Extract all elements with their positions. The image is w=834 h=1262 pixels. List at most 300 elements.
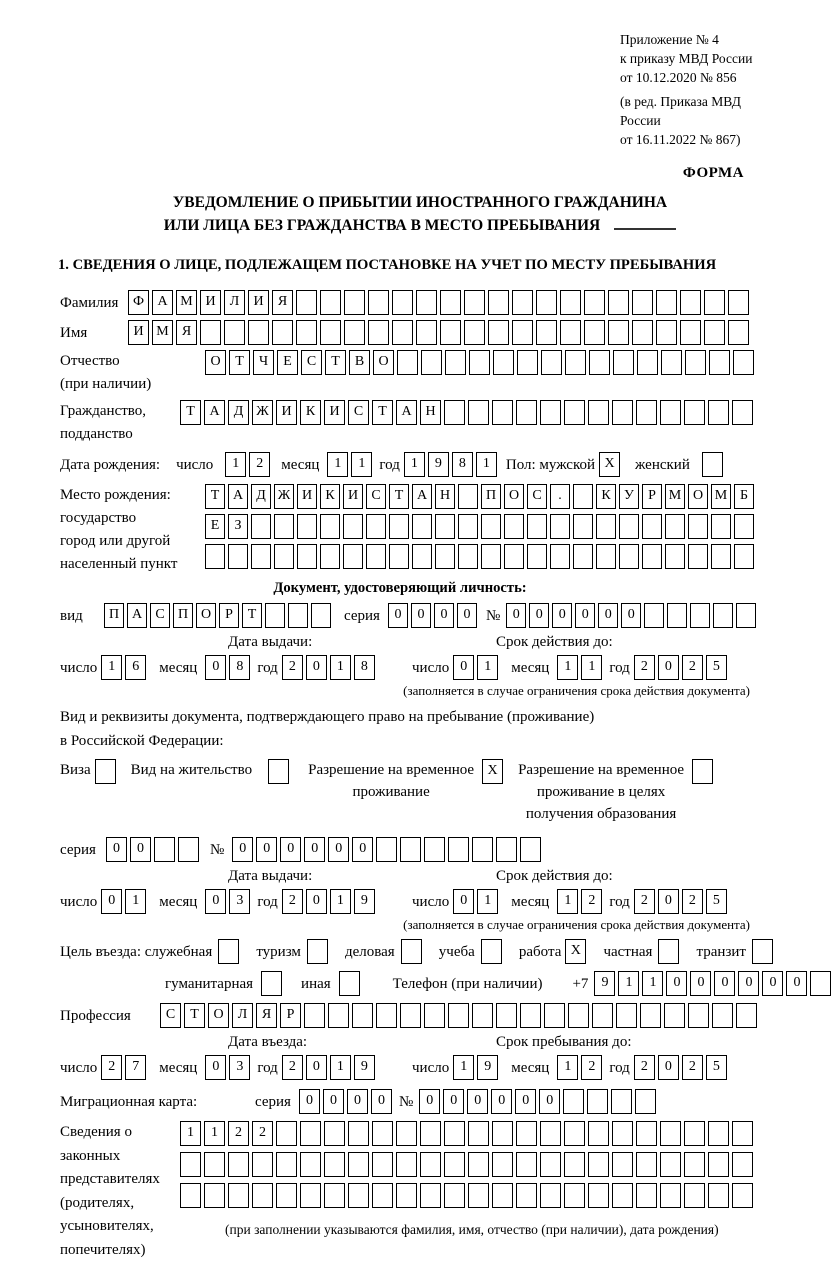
- char-cell[interactable]: [573, 484, 593, 509]
- char-cell[interactable]: 0: [658, 1055, 679, 1080]
- char-cell[interactable]: [392, 290, 413, 315]
- char-cell[interactable]: [445, 350, 466, 375]
- char-cell[interactable]: И: [297, 484, 317, 509]
- char-cell[interactable]: [632, 320, 653, 345]
- char-cell[interactable]: [713, 603, 733, 628]
- char-cell[interactable]: [496, 837, 517, 862]
- char-cell[interactable]: Б: [734, 484, 754, 509]
- char-cell[interactable]: 0: [205, 889, 226, 914]
- char-cell[interactable]: 0: [658, 655, 679, 680]
- char-cell[interactable]: 2: [282, 655, 303, 680]
- char-cell[interactable]: [656, 320, 677, 345]
- char-cell[interactable]: С: [150, 603, 170, 628]
- char-cell[interactable]: [592, 1003, 613, 1028]
- char-cell[interactable]: [468, 1121, 489, 1146]
- char-cell[interactable]: [343, 514, 363, 539]
- char-cell[interactable]: 2: [682, 655, 703, 680]
- char-cell[interactable]: [632, 290, 653, 315]
- char-cell[interactable]: [734, 514, 754, 539]
- char-cell[interactable]: [711, 544, 731, 569]
- char-cell[interactable]: [274, 514, 294, 539]
- char-cell[interactable]: [619, 514, 639, 539]
- char-cell[interactable]: 0: [506, 603, 526, 628]
- char-cell[interactable]: [416, 320, 437, 345]
- char-cell[interactable]: [458, 484, 478, 509]
- char-cell[interactable]: [527, 514, 547, 539]
- char-cell[interactable]: [708, 1152, 729, 1177]
- char-cell[interactable]: 2: [252, 1121, 273, 1146]
- char-cell[interactable]: [440, 290, 461, 315]
- char-cell[interactable]: [611, 1089, 632, 1114]
- char-cell[interactable]: [481, 544, 501, 569]
- char-cell[interactable]: А: [412, 484, 432, 509]
- char-cell[interactable]: [218, 939, 239, 964]
- char-cell[interactable]: 8: [354, 655, 375, 680]
- char-cell[interactable]: 0: [371, 1089, 392, 1114]
- char-cell[interactable]: [376, 1003, 397, 1028]
- char-cell[interactable]: [612, 1121, 633, 1146]
- char-cell[interactable]: [366, 544, 386, 569]
- char-cell[interactable]: 0: [205, 655, 226, 680]
- char-cell[interactable]: 0: [323, 1089, 344, 1114]
- char-cell[interactable]: [536, 320, 557, 345]
- char-cell[interactable]: [584, 320, 605, 345]
- char-cell[interactable]: О: [205, 350, 226, 375]
- char-cell[interactable]: [448, 1003, 469, 1028]
- char-cell[interactable]: [636, 1152, 657, 1177]
- char-cell[interactable]: [589, 350, 610, 375]
- char-cell[interactable]: 9: [594, 971, 615, 996]
- char-cell[interactable]: 1: [330, 655, 351, 680]
- char-cell[interactable]: [512, 320, 533, 345]
- char-cell[interactable]: 9: [477, 1055, 498, 1080]
- char-cell[interactable]: [180, 1183, 201, 1208]
- char-cell[interactable]: [276, 1121, 297, 1146]
- char-cell[interactable]: [636, 1183, 657, 1208]
- char-cell[interactable]: [444, 400, 465, 425]
- char-cell[interactable]: Т: [389, 484, 409, 509]
- char-cell[interactable]: [251, 544, 271, 569]
- char-cell[interactable]: 2: [282, 889, 303, 914]
- char-cell[interactable]: [252, 1152, 273, 1177]
- char-cell[interactable]: [660, 400, 681, 425]
- char-cell[interactable]: [496, 1003, 517, 1028]
- char-cell[interactable]: З: [228, 514, 248, 539]
- char-cell[interactable]: 1: [351, 452, 372, 477]
- char-cell[interactable]: [320, 514, 340, 539]
- char-cell[interactable]: [200, 320, 221, 345]
- char-cell[interactable]: [573, 544, 593, 569]
- char-cell[interactable]: [180, 1152, 201, 1177]
- char-cell[interactable]: [596, 544, 616, 569]
- char-cell[interactable]: [348, 1121, 369, 1146]
- char-cell[interactable]: 1: [557, 655, 578, 680]
- char-cell[interactable]: 2: [634, 889, 655, 914]
- char-cell[interactable]: К: [320, 484, 340, 509]
- char-cell[interactable]: [608, 320, 629, 345]
- char-cell[interactable]: Ж: [252, 400, 273, 425]
- char-cell[interactable]: 1: [101, 655, 122, 680]
- char-cell[interactable]: [307, 939, 328, 964]
- char-cell[interactable]: [272, 320, 293, 345]
- char-cell[interactable]: 0: [419, 1089, 440, 1114]
- char-cell[interactable]: Т: [242, 603, 262, 628]
- char-cell[interactable]: [300, 1121, 321, 1146]
- char-cell[interactable]: 3: [229, 889, 250, 914]
- char-cell[interactable]: 9: [354, 1055, 375, 1080]
- char-cell[interactable]: 9: [354, 889, 375, 914]
- char-cell[interactable]: 1: [404, 452, 425, 477]
- char-cell[interactable]: [520, 1003, 541, 1028]
- char-cell[interactable]: [564, 1121, 585, 1146]
- char-cell[interactable]: [708, 400, 729, 425]
- char-cell[interactable]: [297, 544, 317, 569]
- char-cell[interactable]: 1: [330, 889, 351, 914]
- char-cell[interactable]: [481, 514, 501, 539]
- char-cell[interactable]: [311, 603, 331, 628]
- char-cell[interactable]: 0: [453, 655, 474, 680]
- char-cell[interactable]: [734, 544, 754, 569]
- char-cell[interactable]: [612, 1152, 633, 1177]
- char-cell[interactable]: [397, 350, 418, 375]
- char-cell[interactable]: 0: [666, 971, 687, 996]
- char-cell[interactable]: 0: [539, 1089, 560, 1114]
- char-cell[interactable]: 0: [457, 603, 477, 628]
- char-cell[interactable]: [366, 514, 386, 539]
- char-cell[interactable]: 1: [125, 889, 146, 914]
- char-cell[interactable]: 2: [634, 655, 655, 680]
- char-cell[interactable]: [339, 971, 360, 996]
- char-cell[interactable]: [420, 1183, 441, 1208]
- char-cell[interactable]: [565, 350, 586, 375]
- char-cell[interactable]: 0: [467, 1089, 488, 1114]
- char-cell[interactable]: [550, 544, 570, 569]
- char-cell[interactable]: 1: [618, 971, 639, 996]
- char-cell[interactable]: 1: [453, 1055, 474, 1080]
- char-cell[interactable]: [424, 837, 445, 862]
- char-cell[interactable]: 1: [225, 452, 246, 477]
- char-cell[interactable]: [564, 1183, 585, 1208]
- char-cell[interactable]: 0: [299, 1089, 320, 1114]
- char-cell[interactable]: [560, 290, 581, 315]
- char-cell[interactable]: [320, 544, 340, 569]
- char-cell[interactable]: 0: [434, 603, 454, 628]
- char-cell[interactable]: [584, 290, 605, 315]
- char-cell[interactable]: [665, 514, 685, 539]
- char-cell[interactable]: 8: [452, 452, 473, 477]
- char-cell[interactable]: К: [300, 400, 321, 425]
- char-cell[interactable]: И: [343, 484, 363, 509]
- char-cell[interactable]: [736, 603, 756, 628]
- char-cell[interactable]: С: [301, 350, 322, 375]
- char-cell[interactable]: [568, 1003, 589, 1028]
- char-cell[interactable]: 1: [327, 452, 348, 477]
- char-cell[interactable]: 1: [477, 889, 498, 914]
- char-cell[interactable]: 0: [714, 971, 735, 996]
- char-cell[interactable]: [251, 514, 271, 539]
- char-cell[interactable]: Д: [251, 484, 271, 509]
- char-cell[interactable]: [517, 350, 538, 375]
- char-cell[interactable]: У: [619, 484, 639, 509]
- char-cell[interactable]: [261, 971, 282, 996]
- char-cell[interactable]: 2: [249, 452, 270, 477]
- char-cell[interactable]: [444, 1183, 465, 1208]
- char-cell[interactable]: П: [104, 603, 124, 628]
- char-cell[interactable]: [616, 1003, 637, 1028]
- char-cell[interactable]: 0: [491, 1089, 512, 1114]
- char-cell[interactable]: [228, 1183, 249, 1208]
- char-cell[interactable]: [732, 400, 753, 425]
- char-cell[interactable]: X: [599, 452, 620, 477]
- char-cell[interactable]: [300, 1183, 321, 1208]
- char-cell[interactable]: [540, 1152, 561, 1177]
- char-cell[interactable]: [204, 1183, 225, 1208]
- char-cell[interactable]: [613, 350, 634, 375]
- char-cell[interactable]: Л: [224, 290, 245, 315]
- char-cell[interactable]: [636, 1121, 657, 1146]
- char-cell[interactable]: [810, 971, 831, 996]
- char-cell[interactable]: [637, 350, 658, 375]
- char-cell[interactable]: Ж: [274, 484, 294, 509]
- char-cell[interactable]: 5: [706, 655, 727, 680]
- char-cell[interactable]: [252, 1183, 273, 1208]
- char-cell[interactable]: С: [366, 484, 386, 509]
- char-cell[interactable]: [680, 320, 701, 345]
- char-cell[interactable]: Т: [205, 484, 225, 509]
- char-cell[interactable]: [296, 320, 317, 345]
- char-cell[interactable]: О: [688, 484, 708, 509]
- char-cell[interactable]: 0: [306, 889, 327, 914]
- char-cell[interactable]: Е: [277, 350, 298, 375]
- char-cell[interactable]: [492, 400, 513, 425]
- char-cell[interactable]: [536, 290, 557, 315]
- char-cell[interactable]: М: [665, 484, 685, 509]
- char-cell[interactable]: [692, 759, 713, 784]
- char-cell[interactable]: [732, 1183, 753, 1208]
- char-cell[interactable]: [228, 544, 248, 569]
- char-cell[interactable]: 8: [229, 655, 250, 680]
- char-cell[interactable]: .: [550, 484, 570, 509]
- char-cell[interactable]: И: [324, 400, 345, 425]
- char-cell[interactable]: О: [504, 484, 524, 509]
- char-cell[interactable]: 6: [125, 655, 146, 680]
- char-cell[interactable]: 1: [477, 655, 498, 680]
- char-cell[interactable]: Я: [256, 1003, 277, 1028]
- char-cell[interactable]: С: [527, 484, 547, 509]
- char-cell[interactable]: [468, 1152, 489, 1177]
- char-cell[interactable]: К: [596, 484, 616, 509]
- char-cell[interactable]: [540, 400, 561, 425]
- char-cell[interactable]: [372, 1183, 393, 1208]
- char-cell[interactable]: [702, 452, 723, 477]
- char-cell[interactable]: [444, 1121, 465, 1146]
- char-cell[interactable]: [541, 350, 562, 375]
- char-cell[interactable]: [448, 837, 469, 862]
- char-cell[interactable]: [688, 1003, 709, 1028]
- char-cell[interactable]: [540, 1183, 561, 1208]
- char-cell[interactable]: И: [276, 400, 297, 425]
- char-cell[interactable]: [420, 1121, 441, 1146]
- char-cell[interactable]: [588, 1183, 609, 1208]
- char-cell[interactable]: [464, 290, 485, 315]
- char-cell[interactable]: [504, 544, 524, 569]
- char-cell[interactable]: 0: [256, 837, 277, 862]
- char-cell[interactable]: А: [152, 290, 173, 315]
- char-cell[interactable]: [276, 1183, 297, 1208]
- char-cell[interactable]: [300, 1152, 321, 1177]
- char-cell[interactable]: Н: [420, 400, 441, 425]
- char-cell[interactable]: О: [373, 350, 394, 375]
- char-cell[interactable]: С: [160, 1003, 181, 1028]
- char-cell[interactable]: [709, 350, 730, 375]
- char-cell[interactable]: А: [127, 603, 147, 628]
- char-cell[interactable]: [440, 320, 461, 345]
- char-cell[interactable]: [178, 837, 199, 862]
- char-cell[interactable]: [560, 320, 581, 345]
- char-cell[interactable]: [444, 1152, 465, 1177]
- char-cell[interactable]: Р: [642, 484, 662, 509]
- char-cell[interactable]: [488, 290, 509, 315]
- char-cell[interactable]: [324, 1183, 345, 1208]
- char-cell[interactable]: [472, 837, 493, 862]
- char-cell[interactable]: [368, 290, 389, 315]
- char-cell[interactable]: X: [565, 939, 586, 964]
- char-cell[interactable]: 0: [658, 889, 679, 914]
- char-cell[interactable]: [344, 320, 365, 345]
- char-cell[interactable]: [665, 544, 685, 569]
- char-cell[interactable]: [348, 1152, 369, 1177]
- char-cell[interactable]: [680, 290, 701, 315]
- char-cell[interactable]: 2: [581, 1055, 602, 1080]
- char-cell[interactable]: [320, 290, 341, 315]
- char-cell[interactable]: 0: [347, 1089, 368, 1114]
- char-cell[interactable]: 0: [762, 971, 783, 996]
- char-cell[interactable]: [636, 400, 657, 425]
- char-cell[interactable]: [732, 1121, 753, 1146]
- char-cell[interactable]: Ч: [253, 350, 274, 375]
- char-cell[interactable]: 0: [130, 837, 151, 862]
- char-cell[interactable]: [412, 544, 432, 569]
- char-cell[interactable]: Н: [435, 484, 455, 509]
- char-cell[interactable]: [469, 350, 490, 375]
- char-cell[interactable]: О: [196, 603, 216, 628]
- char-cell[interactable]: [664, 1003, 685, 1028]
- char-cell[interactable]: [732, 1152, 753, 1177]
- char-cell[interactable]: 0: [205, 1055, 226, 1080]
- char-cell[interactable]: [704, 290, 725, 315]
- char-cell[interactable]: Т: [180, 400, 201, 425]
- char-cell[interactable]: [274, 544, 294, 569]
- char-cell[interactable]: [684, 1152, 705, 1177]
- char-cell[interactable]: [644, 603, 664, 628]
- char-cell[interactable]: 2: [634, 1055, 655, 1080]
- char-cell[interactable]: [660, 1183, 681, 1208]
- char-cell[interactable]: 0: [232, 837, 253, 862]
- char-cell[interactable]: Д: [228, 400, 249, 425]
- char-cell[interactable]: 2: [581, 889, 602, 914]
- char-cell[interactable]: [733, 350, 754, 375]
- char-cell[interactable]: [400, 837, 421, 862]
- char-cell[interactable]: Т: [372, 400, 393, 425]
- char-cell[interactable]: Р: [219, 603, 239, 628]
- char-cell[interactable]: [328, 1003, 349, 1028]
- char-cell[interactable]: [704, 320, 725, 345]
- char-cell[interactable]: И: [200, 290, 221, 315]
- char-cell[interactable]: [516, 400, 537, 425]
- char-cell[interactable]: [642, 514, 662, 539]
- char-cell[interactable]: П: [481, 484, 501, 509]
- char-cell[interactable]: [564, 400, 585, 425]
- char-cell[interactable]: Е: [205, 514, 225, 539]
- char-cell[interactable]: [708, 1121, 729, 1146]
- char-cell[interactable]: [396, 1152, 417, 1177]
- char-cell[interactable]: 0: [280, 837, 301, 862]
- char-cell[interactable]: [512, 290, 533, 315]
- char-cell[interactable]: Ф: [128, 290, 149, 315]
- char-cell[interactable]: 3: [229, 1055, 250, 1080]
- char-cell[interactable]: 0: [690, 971, 711, 996]
- char-cell[interactable]: 0: [106, 837, 127, 862]
- char-cell[interactable]: [352, 1003, 373, 1028]
- char-cell[interactable]: [685, 350, 706, 375]
- char-cell[interactable]: 2: [682, 889, 703, 914]
- char-cell[interactable]: [204, 1152, 225, 1177]
- char-cell[interactable]: [372, 1121, 393, 1146]
- char-cell[interactable]: 1: [204, 1121, 225, 1146]
- char-cell[interactable]: [660, 1152, 681, 1177]
- char-cell[interactable]: [516, 1183, 537, 1208]
- char-cell[interactable]: 1: [330, 1055, 351, 1080]
- char-cell[interactable]: [228, 1152, 249, 1177]
- char-cell[interactable]: О: [208, 1003, 229, 1028]
- char-cell[interactable]: 5: [706, 1055, 727, 1080]
- char-cell[interactable]: [324, 1152, 345, 1177]
- char-cell[interactable]: М: [152, 320, 173, 345]
- char-cell[interactable]: С: [348, 400, 369, 425]
- char-cell[interactable]: [458, 544, 478, 569]
- char-cell[interactable]: Я: [176, 320, 197, 345]
- char-cell[interactable]: А: [396, 400, 417, 425]
- char-cell[interactable]: 1: [476, 452, 497, 477]
- char-cell[interactable]: [587, 1089, 608, 1114]
- char-cell[interactable]: X: [482, 759, 503, 784]
- char-cell[interactable]: 1: [581, 655, 602, 680]
- char-cell[interactable]: [492, 1183, 513, 1208]
- char-cell[interactable]: [612, 400, 633, 425]
- char-cell[interactable]: [540, 1121, 561, 1146]
- char-cell[interactable]: [297, 514, 317, 539]
- char-cell[interactable]: [728, 320, 749, 345]
- char-cell[interactable]: [612, 1183, 633, 1208]
- char-cell[interactable]: [400, 1003, 421, 1028]
- char-cell[interactable]: [396, 1183, 417, 1208]
- char-cell[interactable]: [472, 1003, 493, 1028]
- char-cell[interactable]: М: [711, 484, 731, 509]
- char-cell[interactable]: [752, 939, 773, 964]
- char-cell[interactable]: 0: [352, 837, 373, 862]
- char-cell[interactable]: [416, 290, 437, 315]
- char-cell[interactable]: 7: [125, 1055, 146, 1080]
- char-cell[interactable]: [588, 1121, 609, 1146]
- char-cell[interactable]: [712, 1003, 733, 1028]
- char-cell[interactable]: [493, 350, 514, 375]
- char-cell[interactable]: [690, 603, 710, 628]
- char-cell[interactable]: [424, 1003, 445, 1028]
- char-cell[interactable]: 0: [443, 1089, 464, 1114]
- char-cell[interactable]: 2: [282, 1055, 303, 1080]
- char-cell[interactable]: 0: [411, 603, 431, 628]
- char-cell[interactable]: [344, 290, 365, 315]
